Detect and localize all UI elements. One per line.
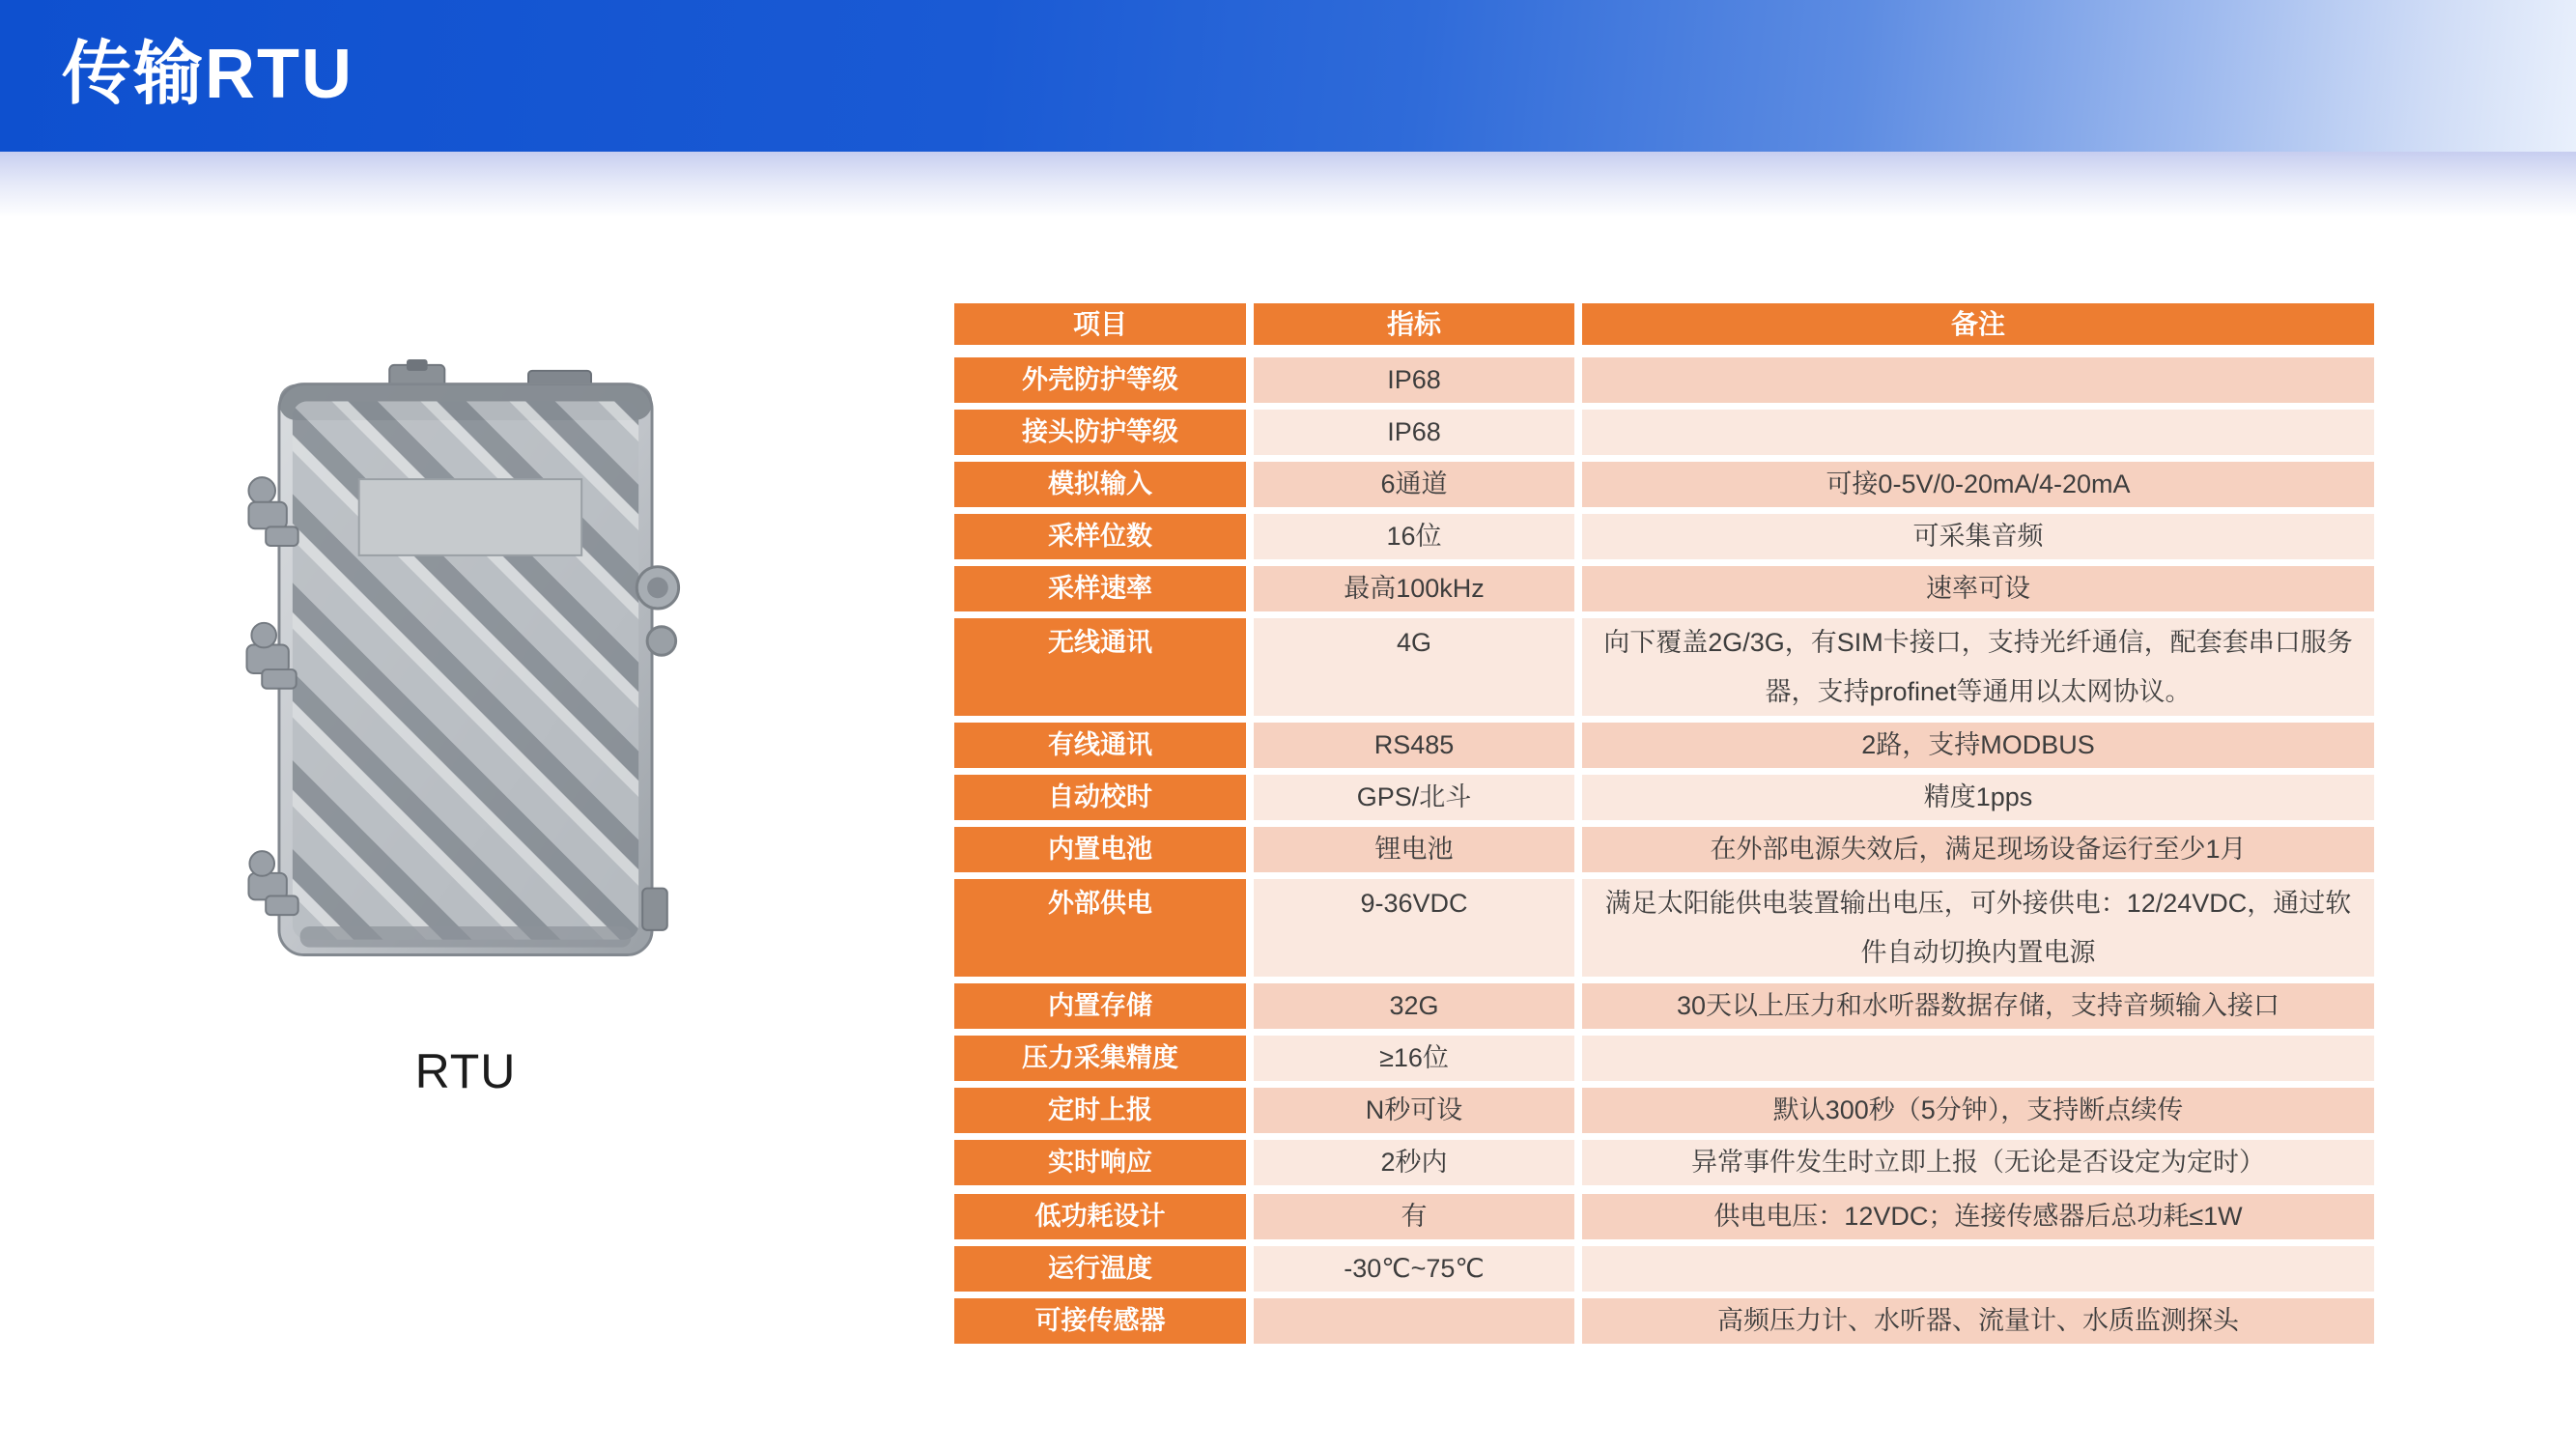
spec-value-cell: [1254, 1298, 1574, 1344]
spec-table-header-row: [954, 303, 2374, 345]
spec-item-cell-text: 实时响应: [1048, 1148, 1152, 1178]
spec-item-cell: [954, 775, 1246, 820]
spec-remark-cell-text: 30天以上压力和水听器数据存储，支持音频输入接口: [1676, 991, 2280, 1021]
spec-remark-cell-text: 满足太阳能供电装置输出电压，可外接供电：12/24VDC，通过软件自动切换内置电源: [1604, 889, 2352, 967]
spec-remark-cell: [1582, 827, 2374, 872]
spec-table-row: [954, 1194, 2374, 1239]
spec-item-cell-text: 采样速率: [1048, 574, 1152, 604]
spec-value-cell-text: 32G: [1389, 991, 1439, 1021]
spec-item-cell: [954, 1036, 1246, 1081]
spec-table-row: [954, 827, 2374, 872]
spec-item-cell-text: 可接传感器: [1034, 1306, 1166, 1336]
spec-remark-cell: [1582, 1088, 2374, 1133]
spec-item-cell: [954, 618, 1246, 716]
spec-table-row: [954, 1298, 2374, 1344]
spec-item-cell-text: 无线通讯: [1048, 628, 1152, 657]
spec-item-cell-text: 采样位数: [1048, 522, 1152, 552]
spec-item-cell-text: 压力采集精度: [1022, 1043, 1178, 1073]
spec-table-row: [954, 1036, 2374, 1081]
spec-item-cell: [954, 1088, 1246, 1133]
spec-remark-cell: [1582, 1298, 2374, 1344]
spec-remark-cell: [1582, 723, 2374, 768]
spec-table-row: [954, 879, 2374, 977]
spec-table-row: [954, 618, 2374, 716]
spec-item-cell-text: 模拟输入: [1048, 469, 1152, 499]
spec-remark-cell-text: 在外部电源失效后，满足现场设备运行至少1月: [1710, 835, 2247, 865]
spec-item-cell: [954, 1246, 1246, 1292]
spec-remark-cell: [1582, 1246, 2374, 1292]
spec-remark-cell: [1582, 1194, 2374, 1239]
spec-value-cell-text: IP68: [1387, 417, 1441, 447]
spec-remark-cell: [1582, 1036, 2374, 1081]
spec-item-cell: [954, 410, 1246, 455]
spec-table-row: [954, 723, 2374, 768]
spec-item-cell: [954, 723, 1246, 768]
header-label-spec: 指标: [1386, 308, 1441, 339]
spec-remark-cell: [1582, 410, 2374, 455]
spec-remark-cell-text: 可接0-5V/0-20mA/4-20mA: [1826, 469, 2131, 499]
spec-value-cell: [1254, 462, 1574, 507]
header-cell-spec: [1254, 303, 1574, 345]
spec-item-cell: [954, 357, 1246, 403]
spec-remark-cell-text: 供电电压：12VDC；连接传感器后总功耗≤1W: [1713, 1202, 2243, 1232]
spec-remark-cell-text: 精度1pps: [1923, 782, 2033, 812]
spec-table-row: [954, 514, 2374, 559]
spec-item-cell: [954, 983, 1246, 1029]
spec-table-body: [954, 357, 2374, 1344]
spec-table-row: [954, 410, 2374, 455]
title-bar-fade: [0, 152, 2576, 217]
spec-item-cell-text: 定时上报: [1048, 1095, 1152, 1125]
spec-value-cell: [1254, 618, 1574, 716]
page-title: 传输RTU: [62, 36, 354, 113]
spec-table-row: [954, 983, 2374, 1029]
spec-table-row: [954, 566, 2374, 611]
spec-value-cell-text: 2秒内: [1380, 1148, 1448, 1178]
spec-remark-cell: [1582, 357, 2374, 403]
spec-value-cell-text: ≥16位: [1379, 1043, 1449, 1073]
spec-value-cell: [1254, 1246, 1574, 1292]
header-label-remark: 备注: [1950, 308, 2005, 339]
spec-value-cell-text: GPS/北斗: [1356, 782, 1472, 812]
spec-value-cell-text: 最高100kHz: [1344, 574, 1485, 604]
spec-remark-cell: [1582, 566, 2374, 611]
spec-remark-cell-text: 向下覆盖2G/3G，有SIM卡接口，支持光纤通信，配套套串口服务器，支持profinet等通用以太网协议。: [1603, 628, 2353, 706]
spec-item-cell: [954, 1140, 1246, 1185]
spec-item-cell-text: 运行温度: [1048, 1254, 1152, 1284]
header-cell-item: [954, 303, 1246, 345]
spec-value-cell: [1254, 983, 1574, 1029]
device-label-plate: [359, 479, 581, 555]
spec-item-cell-text: 接头防护等级: [1022, 417, 1178, 447]
header-cell-remark: [1582, 303, 2374, 345]
spec-table-row: [954, 357, 2374, 403]
spec-item-cell-text: 内置存储: [1048, 991, 1152, 1021]
spec-table-row: [954, 1246, 2374, 1292]
spec-value-cell: [1254, 827, 1574, 872]
spec-value-cell-text: IP68: [1387, 365, 1441, 395]
spec-table: [954, 303, 2374, 1350]
spec-value-cell-text: 锂电池: [1374, 835, 1454, 865]
spec-remark-cell: [1582, 462, 2374, 507]
spec-item-cell-text: 低功耗设计: [1034, 1202, 1166, 1232]
spec-value-cell: [1254, 1036, 1574, 1081]
spec-value-cell: [1254, 410, 1574, 455]
spec-remark-cell-text: 异常事件发生时立即上报（无论是否设定为定时）: [1691, 1148, 2265, 1178]
spec-item-cell-text: 内置电池: [1048, 835, 1152, 865]
spec-value-cell: [1254, 1088, 1574, 1133]
spec-remark-cell-text: 可采集音频: [1912, 522, 2044, 552]
spec-item-cell: [954, 566, 1246, 611]
spec-item-cell: [954, 1194, 1246, 1239]
spec-table-row: [954, 1140, 2374, 1185]
spec-remark-cell-text: 默认300秒（5分钟），支持断点续传: [1772, 1095, 2184, 1125]
spec-value-cell-text: 4G: [1396, 628, 1432, 657]
spec-value-cell: [1254, 566, 1574, 611]
spec-table-row: [954, 462, 2374, 507]
spec-value-cell: [1254, 357, 1574, 403]
spec-remark-cell: [1582, 983, 2374, 1029]
spec-item-cell-text: 外壳防护等级: [1022, 365, 1178, 395]
title-bar: [0, 0, 2576, 152]
spec-value-cell-text: 9-36VDC: [1360, 889, 1468, 918]
spec-item-cell: [954, 462, 1246, 507]
device-caption: RTU: [414, 1044, 517, 1098]
spec-remark-cell: [1582, 618, 2374, 716]
spec-value-cell: [1254, 775, 1574, 820]
spec-value-cell-text: 有: [1401, 1202, 1428, 1232]
spec-item-cell: [954, 514, 1246, 559]
spec-remark-cell: [1582, 879, 2374, 977]
spec-table-row: [954, 1088, 2374, 1133]
spec-item-cell: [954, 1298, 1246, 1344]
spec-item-cell-text: 有线通讯: [1048, 730, 1152, 760]
spec-value-cell-text: N秒可设: [1365, 1095, 1463, 1125]
header-label-item: 项目: [1072, 308, 1127, 339]
spec-remark-cell: [1582, 514, 2374, 559]
spec-value-cell-text: 16位: [1386, 522, 1442, 552]
spec-value-cell-text: 6通道: [1380, 469, 1448, 499]
rtu-device-image: [243, 359, 688, 987]
spec-item-cell-text: 外部供电: [1048, 889, 1152, 918]
spec-remark-cell-text: 速率可设: [1926, 574, 2030, 604]
spec-value-cell-text: -30℃~75℃: [1344, 1254, 1485, 1284]
spec-item-cell: [954, 827, 1246, 872]
spec-value-cell: [1254, 1194, 1574, 1239]
spec-remark-cell-text: 高频压力计、水听器、流量计、水质监测探头: [1717, 1306, 2239, 1336]
rtu-device-figure: [243, 359, 688, 1099]
spec-remark-cell-text: 2路，支持MODBUS: [1861, 730, 2095, 760]
spec-value-cell-text: RS485: [1373, 730, 1455, 760]
spec-value-cell: [1254, 879, 1574, 977]
spec-item-cell-text: 自动校时: [1048, 782, 1152, 812]
spec-value-cell: [1254, 723, 1574, 768]
spec-item-cell: [954, 879, 1246, 977]
spec-value-cell: [1254, 514, 1574, 559]
spec-table-row: [954, 775, 2374, 820]
spec-remark-cell: [1582, 775, 2374, 820]
spec-remark-cell: [1582, 1140, 2374, 1185]
spec-value-cell: [1254, 1140, 1574, 1185]
